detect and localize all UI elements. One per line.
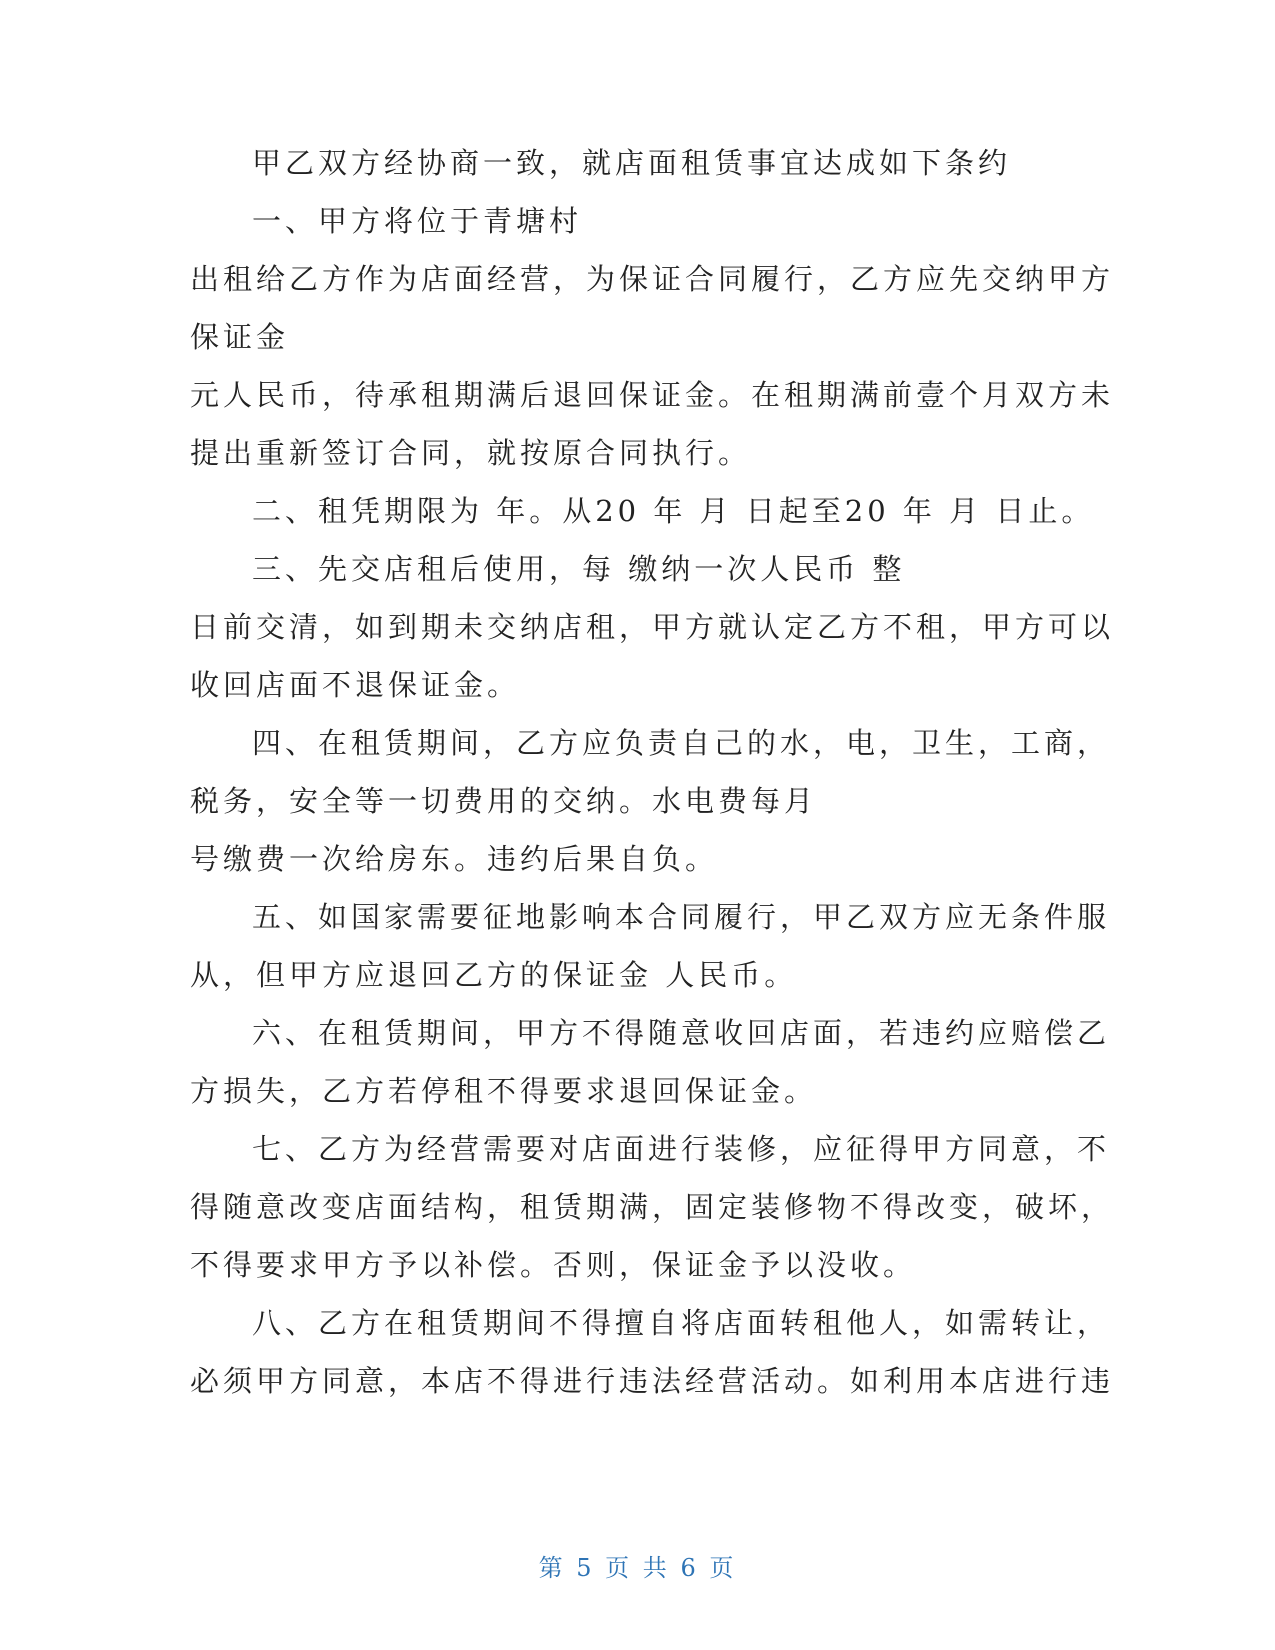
text-line: 必须甲方同意，本店不得进行违法经营活动。如利用本店进行违 — [190, 1364, 1115, 1398]
text-line: 提出重新签订合同，就按原合同执行。 — [190, 436, 752, 470]
text-line: 六、在租赁期间，甲方不得随意收回店面，若违约应赔偿乙 — [252, 1016, 1111, 1050]
text-line: 三、先交店租后使用，每 缴纳一次人民币 整 — [252, 552, 906, 586]
text-line: 日前交清，如到期未交纳店租，甲方就认定乙方不租，甲方可以 — [190, 610, 1115, 644]
text-line: 得随意改变店面结构，租赁期满，固定装修物不得改变，破坏， — [190, 1190, 1115, 1224]
text-line: 税务，安全等一切费用的交纳。水电费每月 — [190, 784, 818, 818]
text-line: 五、如国家需要征地影响本合同履行，甲乙双方应无条件服 — [252, 900, 1111, 934]
text-line: 一、甲方将位于青塘村 — [252, 204, 583, 238]
text-line: 七、乙方为经营需要对店面进行装修，应征得甲方同意，不 — [252, 1132, 1111, 1166]
page-number-footer: 第 5 页 共 6 页 — [538, 1554, 737, 1582]
text-line: 二、租凭期限为 年。从20 年 月 日起至20 年 月 日止。 — [252, 494, 1095, 528]
text-line: 不得要求甲方予以补偿。否则，保证金予以没收。 — [190, 1248, 917, 1282]
text-line: 收回店面不退保证金。 — [190, 668, 521, 702]
text-line: 方损失，乙方若停租不得要求退回保证金。 — [190, 1074, 818, 1108]
text-line: 甲乙双方经协商一致，就店面租赁事宜达成如下条约 — [252, 146, 1012, 180]
text-line: 号缴费一次给房东。违约后果自负。 — [190, 842, 719, 876]
text-line: 四、在租赁期间，乙方应负责自己的水，电，卫生，工商， — [252, 726, 1111, 760]
text-line: 八、乙方在租赁期间不得擅自将店面转租他人，如需转让， — [252, 1306, 1111, 1340]
text-line: 元人民币，待承租期满后退回保证金。在租期满前壹个月双方未 — [190, 378, 1115, 412]
text-line: 从，但甲方应退回乙方的保证金 人民币。 — [190, 958, 798, 992]
text-line: 出租给乙方作为店面经营，为保证合同履行，乙方应先交纳甲方 — [190, 262, 1115, 296]
text-line: 保证金 — [190, 320, 290, 354]
